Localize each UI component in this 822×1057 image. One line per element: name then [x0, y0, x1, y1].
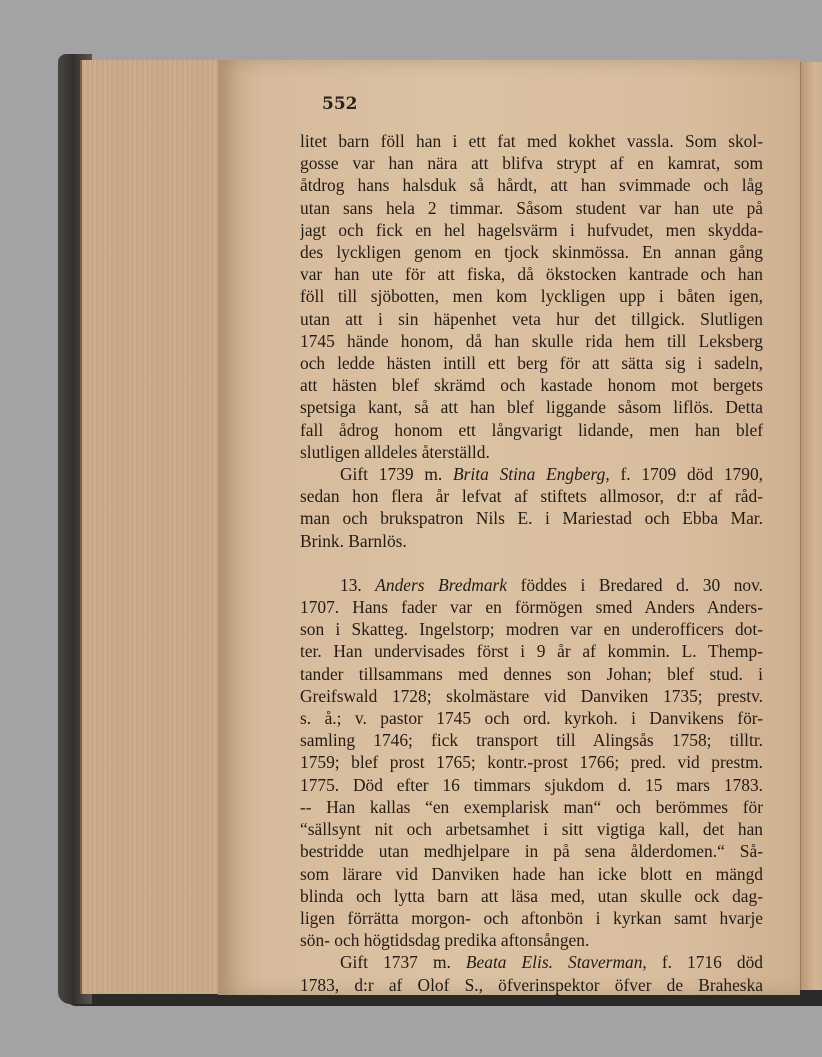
paragraph-3 — [300, 596, 763, 951]
text-line: föll till sjöbotten, men kom lyckligen upp i båten igen, — [300, 286, 763, 307]
text-line: och ledde hästen intill ett berg för att sätta sig i sadeln, — [300, 353, 763, 374]
text-line: des lyckligen genom en tjock skinmössa. En annan gång — [300, 242, 763, 263]
page-number: 552 — [322, 94, 358, 114]
text-line: jagt och fick en hel hagelsvärm i hufvudet, men skydda- — [300, 219, 763, 240]
text-line: som lärare vid Danviken hade han icke blott en mängd — [300, 863, 763, 884]
text-line: man och brukspatron Nils E. i Mariestad och Ebba Mar. — [300, 508, 763, 529]
spouse-name-2: Beata Elis. Staverman — [465, 952, 643, 973]
text-line: tander tillsammans med dennes son Johan; blef stud. i — [300, 663, 763, 684]
text-line: “sällsynt nit och arbetsamhet i sitt vigtiga kall, det han — [300, 819, 763, 840]
paragraph-2 — [300, 485, 763, 552]
text-line: slutligen alldeles återställd. — [300, 441, 490, 462]
text-line: ter. Han undervisades först i 9 år af kommin. L. Themp- — [300, 641, 763, 662]
text-line: utan sans hela 2 timmar. Såsom student var han ute på — [300, 197, 763, 218]
text-line: 1783, d:r af Olof S., öfverinspektor öfver de Braheska — [300, 974, 763, 995]
text-line: 1745 hände honom, då han skulle rida hem till Leksberg — [300, 330, 763, 351]
text-line: ligen förrätta morgon- och aftonbön i kyrkan samt hvarje — [300, 907, 763, 928]
text-line: 1707. Hans fader var en förmögen smed Anders Anders- — [300, 597, 763, 618]
text-line: spetsiga kant, så att han blef liggande såsom liflös. Detta — [300, 397, 763, 418]
text-line: sedan hon flera år lefvat af stiftets allmosor, d:r af råd- — [300, 486, 763, 507]
text-line: gosse var han nära att blifva strypt af en kamrat, som — [300, 153, 763, 174]
text-line: litet barn föll han i ett fat med kokhet vassla. Som skol- — [300, 131, 763, 151]
text-line: utan att i sin häpenhet veta hur det tillgick. Slutligen — [300, 308, 763, 329]
text-line: son i Skatteg. Ingelstorp; modren var en underofficers dot- — [300, 619, 763, 640]
gift-1739-line: Gift 1739 m. Brita Stina Engberg, f. 1709 död 1790, — [340, 464, 763, 485]
text-line: -- Han kallas “en exemplarisk man“ och berömmes för — [300, 796, 763, 817]
next-page-edge — [800, 62, 822, 990]
page-text — [300, 130, 763, 996]
text-line: Brink. Barnlös. — [300, 530, 407, 551]
paragraph-1 — [300, 130, 763, 463]
page-stack-edge — [80, 60, 223, 994]
text-line: Greifswald 1728; skolmästare vid Danviken 1735; prestv. — [300, 685, 763, 706]
text-line: bestridde utan medhjelpare in på sena ålderdomen.“ Så- — [300, 841, 763, 862]
text-line: s. å.; v. pastor 1745 och ord. kyrkoh. i Danvikens för- — [300, 708, 763, 729]
gift-1737-line: Gift 1737 m. Beata Elis. Staverman, f. 1716 död — [340, 952, 763, 973]
paragraph-4 — [300, 974, 763, 996]
text-line: 1775. Död efter 16 timmars sjukdom d. 15 mars 1783. — [300, 774, 763, 795]
text-line: att hästen blef skrämd och kastade honom mot bergets — [300, 375, 763, 396]
text-line: 1759; blef prost 1765; kontr.-prost 1766; pred. vid prestm. — [300, 752, 763, 773]
person-name-anders-bredmark: Anders Bredmark — [375, 574, 508, 595]
spouse-name-1: Brita Stina Engberg — [453, 464, 606, 485]
text-line: blinda och lytta barn att läsa med, utan skulle ock dag- — [300, 885, 763, 906]
entry-13-heading: 13. Anders Bredmark föddes i Bredared d. 30 nov. — [340, 574, 763, 595]
text-line: samling 1746; fick transport till Alingsås 1758; tilltr. — [300, 730, 763, 751]
text-line: sön- och högtidsdag predika aftonsången. — [300, 930, 590, 951]
text-line: var han ute för att fiska, då ökstocken kantrade och han — [300, 264, 763, 285]
text-line: åtdrog hans halsduk så hårdt, att han svimmade och låg — [300, 175, 763, 196]
text-line: fall ådrog honom ett långvarigt lidande, men han blef — [300, 419, 763, 440]
